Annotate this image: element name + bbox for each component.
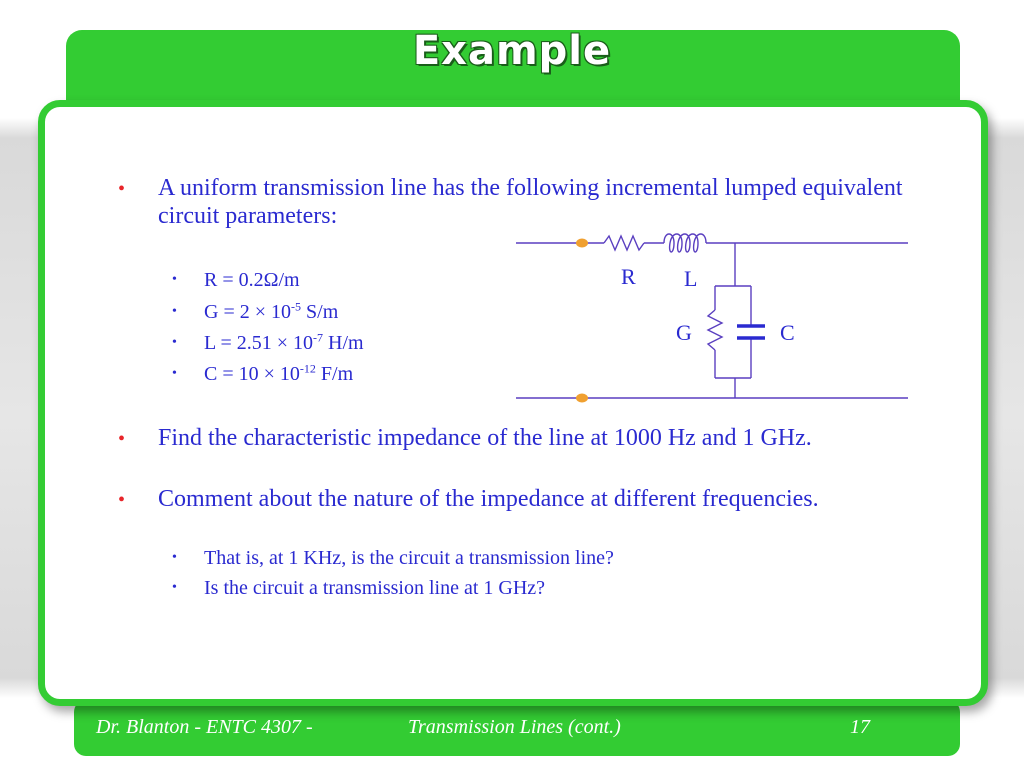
param-r-text: R = 0.2Ω/m bbox=[204, 269, 300, 291]
sub-bullet-dot: • bbox=[172, 580, 177, 595]
param-l-exp: -7 bbox=[313, 330, 324, 345]
bullet-dot: • bbox=[118, 489, 126, 511]
param-g-unit: S/m bbox=[301, 301, 339, 323]
sub-bullet-2: Is the circuit a transmission line at 1 GHz? bbox=[204, 577, 546, 599]
bullet-dot: • bbox=[118, 178, 126, 200]
bullet-find: Find the characteristic impedance of the line at 1000 Hz and 1 GHz. bbox=[158, 425, 812, 451]
footer-topic: Transmission Lines (cont.) bbox=[408, 716, 621, 738]
circuit-label-c: C bbox=[780, 320, 795, 345]
param-g-base: G = 2 × 10 bbox=[204, 301, 292, 323]
param-c-exp: -12 bbox=[299, 361, 316, 376]
sub-bullet-dot: • bbox=[172, 335, 177, 350]
param-l-unit: H/m bbox=[323, 332, 364, 354]
circuit-label-l: L bbox=[684, 266, 698, 291]
sub-bullet-dot: • bbox=[172, 272, 177, 287]
bullet-dot: • bbox=[118, 428, 126, 450]
inductor-l bbox=[664, 234, 706, 252]
lumped-circuit-diagram bbox=[508, 228, 918, 413]
param-c bbox=[204, 362, 353, 386]
footer-page-number: 17 bbox=[850, 716, 870, 738]
conductance-g bbox=[708, 310, 722, 350]
terminal-node-top bbox=[576, 239, 588, 248]
sub-bullet-dot: • bbox=[172, 366, 177, 381]
param-g-exp: -5 bbox=[291, 299, 302, 314]
param-l bbox=[204, 331, 364, 355]
circuit-label-g: G bbox=[676, 320, 692, 345]
circuit-label-r: R bbox=[621, 264, 636, 289]
footer-author: Dr. Blanton - ENTC 4307 - bbox=[96, 716, 313, 738]
param-c-base: C = 10 × 10 bbox=[204, 363, 300, 385]
bullet-intro: A uniform transmission line has the following incremental lumped equivalent circuit parameters: bbox=[158, 175, 903, 229]
sub-bullet-dot: • bbox=[172, 304, 177, 319]
bullet-comment: Comment about the nature of the impedance at different frequencies. bbox=[158, 486, 819, 512]
param-r bbox=[204, 268, 300, 292]
resistor-r bbox=[604, 236, 644, 250]
slide-title: Example bbox=[412, 28, 612, 74]
param-c-unit: F/m bbox=[315, 363, 354, 385]
sub-bullet-dot: • bbox=[172, 550, 177, 565]
param-l-base: L = 2.51 × 10 bbox=[204, 332, 314, 354]
sub-bullet-1: That is, at 1 KHz, is the circuit a transmission line? bbox=[204, 547, 614, 569]
param-g bbox=[204, 300, 338, 324]
terminal-node-bottom bbox=[576, 394, 588, 403]
